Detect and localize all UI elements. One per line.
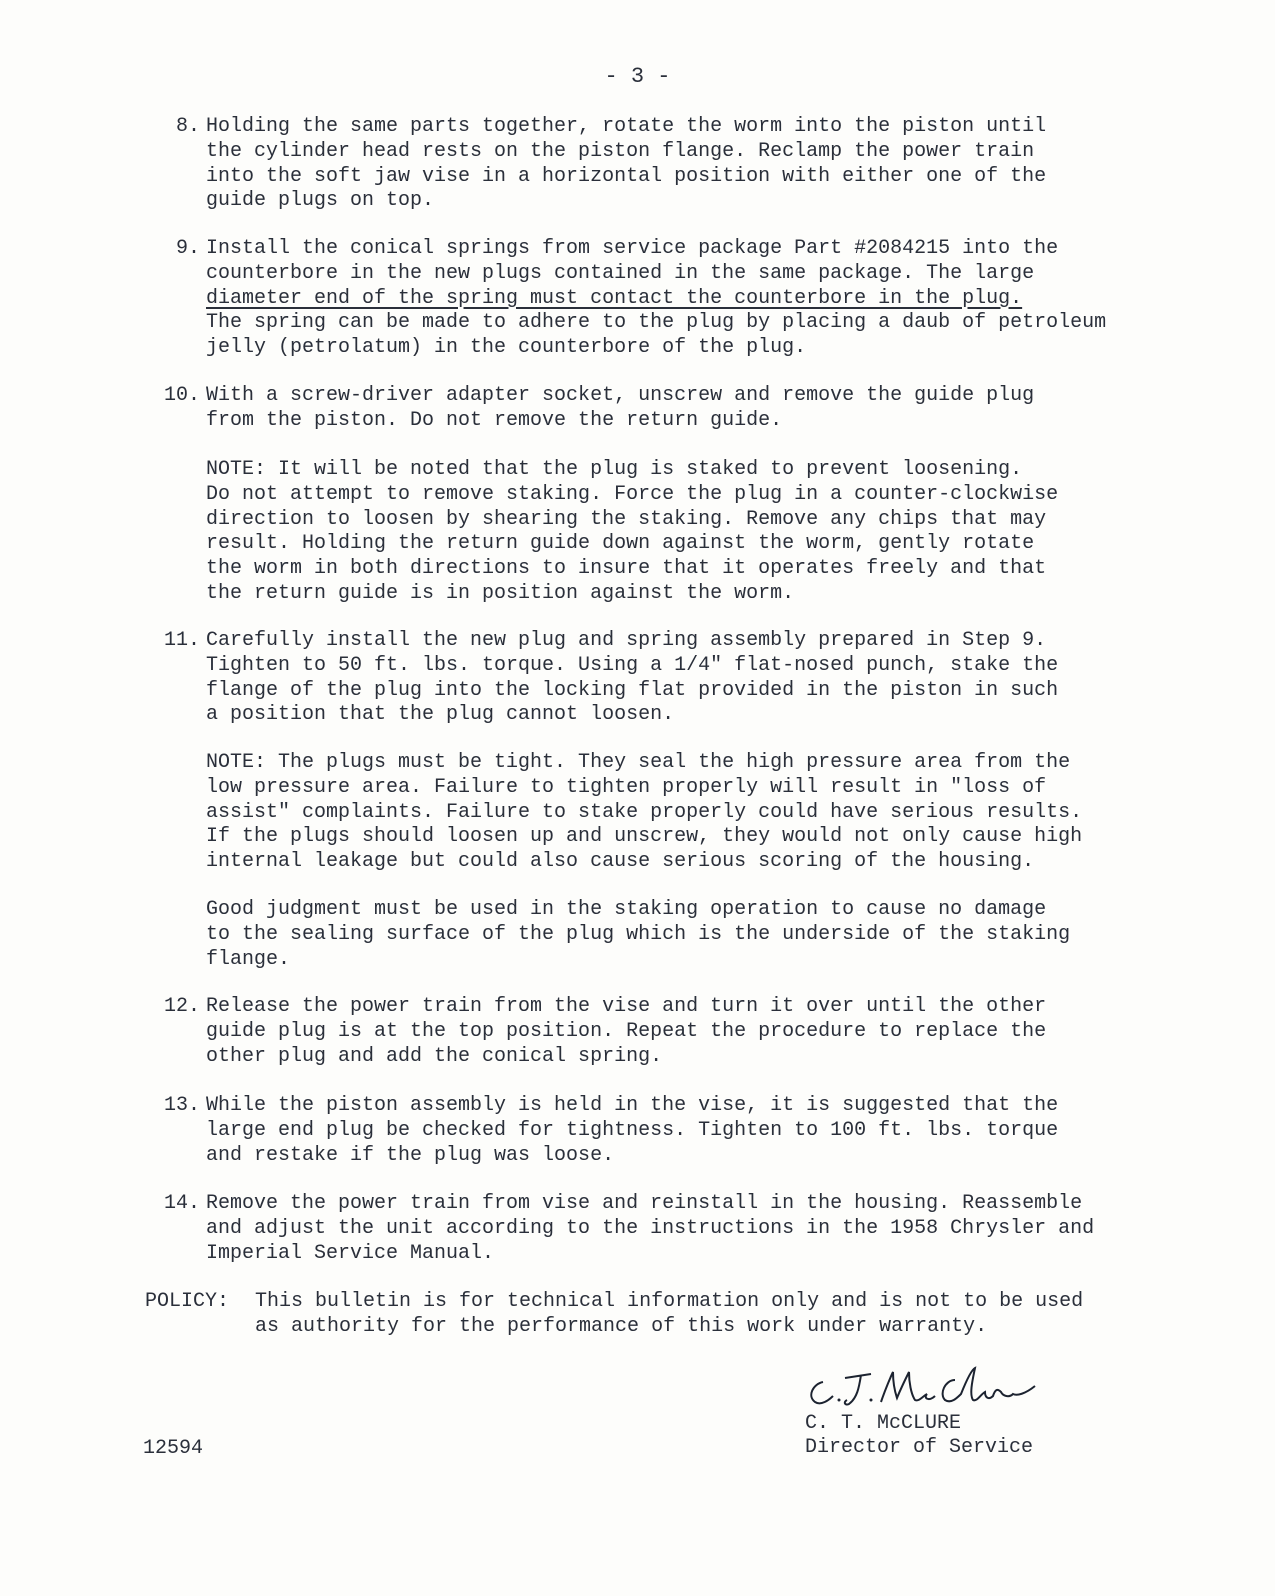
step-text	[206, 1094, 1146, 1168]
text-line: low pressure area. Failure to tighten properly will result in "loss of	[206, 775, 1047, 799]
text-line: counterbore in the new plugs contained in the same package. The large	[206, 261, 1035, 285]
text-line: With a screw-driver adapter socket, unscrew and remove the guide plug	[206, 384, 1035, 407]
text-line: This bulletin is for technical information only and is not to be used	[255, 1290, 1084, 1313]
text-line-underlined: diameter end of the spring must contact the counterbore in the plug.	[206, 286, 1023, 310]
text-line: assist" complaints. Failure to stake properly could have serious results.	[206, 800, 1083, 824]
text-line: to the sealing surface of the plug which is the underside of the staking	[206, 922, 1071, 946]
text-line: and restake if the plug was loose.	[206, 1143, 615, 1167]
text-line: other plug and add the conical spring.	[206, 1044, 663, 1068]
text-line: a position that the plug cannot loosen.	[206, 703, 675, 727]
text-line: the cylinder head rests on the piston flange. Reclamp the power train	[206, 139, 1035, 163]
text-line: jelly (petrolatum) in the counterbore of the plug.	[206, 336, 807, 360]
text-line: Remove the power train from vise and reinstall in the housing. Reassemble	[206, 1192, 1083, 1215]
text-line: If the plugs should loosen up and unscrew, they would not only cause high	[206, 825, 1083, 849]
signatory-title: Director of Service	[805, 1436, 1034, 1459]
text-line: into the soft jaw vise in a horizontal position with either one of the	[206, 164, 1047, 188]
step-text	[206, 1192, 1146, 1266]
text-line: Tighten to 50 ft. lbs. torque. Using a 1/4" flat-nosed punch, stake the	[206, 653, 1059, 677]
page-number: - 3 -	[604, 64, 671, 89]
step-text	[206, 384, 1146, 434]
bulletin-code: 12594	[143, 1437, 204, 1460]
text-line: result. Holding the return guide down against the worm, gently rotate	[206, 532, 1035, 556]
text-line: internal leakage but could also cause serious scoring of the housing.	[206, 850, 1035, 874]
text-line: and adjust the unit according to the instructions in the 1958 Chrysler and	[206, 1216, 1095, 1240]
policy-label: POLICY:	[145, 1290, 230, 1313]
note-text	[206, 458, 1146, 607]
note-text	[206, 751, 1146, 875]
text-line: the worm in both directions to insure that it operates freely and that	[206, 557, 1047, 581]
text-line: from the piston. Do not remove the return guide.	[206, 408, 783, 432]
step-number: 11.	[163, 629, 200, 652]
text-line: NOTE: It will be noted that the plug is staked to prevent loosening.	[206, 458, 1023, 481]
step-text	[206, 237, 1146, 361]
step-text	[206, 115, 1146, 214]
text-line: flange of the plug into the locking flat provided in the piston in such	[206, 678, 1059, 702]
paragraph-text	[206, 898, 1146, 972]
text-line: Carefully install the new plug and spring assembly prepared in Step 9.	[206, 629, 1047, 652]
text-line: as authority for the performance of this work under warranty.	[255, 1314, 988, 1338]
step-number: 14.	[163, 1192, 200, 1215]
text-line: Do not attempt to remove staking. Force the plug in a counter-clockwise	[206, 482, 1059, 506]
step-number: 8.	[175, 115, 200, 138]
text-line: guide plug is at the top position. Repeat the procedure to replace the	[206, 1019, 1047, 1043]
step-number: 9.	[175, 237, 200, 260]
step-text	[206, 995, 1146, 1069]
step-number: 13.	[163, 1094, 200, 1117]
text-line: NOTE: The plugs must be tight. They seal the high pressure area from the	[206, 751, 1071, 774]
text-line: Holding the same parts together, rotate the worm into the piston until	[206, 115, 1047, 138]
text-line: the return guide is in position against the worm.	[206, 581, 795, 605]
text-line: Good judgment must be used in the staking operation to cause no damage	[206, 898, 1047, 921]
step-number: 10.	[163, 384, 200, 407]
text-line: While the piston assembly is held in the vise, it is suggested that the	[206, 1094, 1059, 1117]
text-line: large end plug be checked for tightness. Tighten to 100 ft. lbs. torque	[206, 1118, 1059, 1142]
text-line: Release the power train from the vise and turn it over until the other	[206, 995, 1047, 1018]
handwritten-signature	[805, 1360, 1045, 1410]
text-line: flange.	[206, 947, 291, 971]
signature-block	[805, 1360, 1105, 1459]
policy-text	[255, 1290, 1083, 1340]
text-line: direction to loosen by shearing the staking. Remove any chips that may	[206, 507, 1047, 531]
text-line: Install the conical springs from service package Part #2084215 into the	[206, 237, 1059, 260]
signatory-name: C. T. McCLURE	[805, 1412, 962, 1435]
step-text	[206, 629, 1146, 728]
text-line: guide plugs on top.	[206, 189, 435, 213]
step-number: 12.	[163, 995, 200, 1018]
text-line: Imperial Service Manual.	[206, 1241, 495, 1265]
text-line: The spring can be made to adhere to the plug by placing a daub of petroleum	[206, 311, 1107, 335]
